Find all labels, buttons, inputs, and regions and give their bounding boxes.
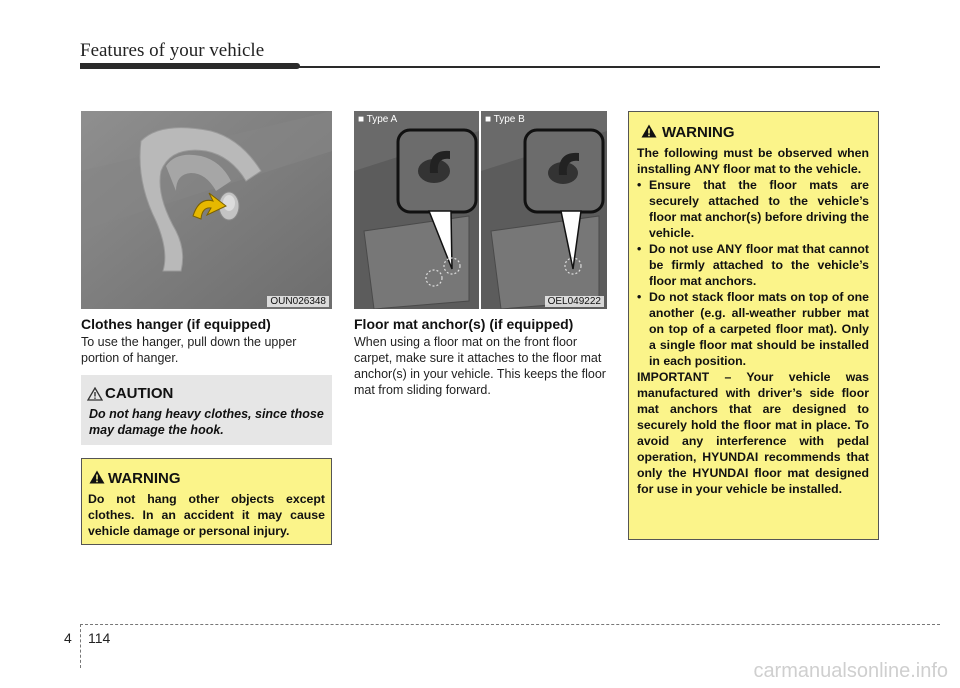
page-number: 114 — [88, 630, 111, 646]
floor-mat-warning-title: WARNING — [662, 124, 735, 141]
clothes-hanger-text: To use the hanger, pull down the upper portion of hanger. — [81, 335, 297, 365]
hanger-warning-title: WARNING — [108, 470, 181, 487]
floor-mat-text: When using a floor mat on the front floor carpet, make sure it attaches to the floor mat anchor(s) in your vehicle. This keeps the floor mat from sliding forward. — [354, 335, 606, 397]
floor-mat-warning-body — [637, 145, 869, 497]
clothes-hanger-photo — [81, 111, 332, 309]
image-code: OUN026348 — [267, 296, 329, 307]
warning-bullet: • Do not use ANY floor mat that cannot be firmly attached to the vehicle’s floor mat anchors. — [637, 241, 869, 289]
floor-mat-type-b-photo — [481, 111, 607, 309]
warning-triangle-icon — [641, 124, 657, 138]
header-rule — [80, 66, 880, 68]
hanger-warning-text: Do not hang other objects except clothes. In an accident it may cause vehicle damage or personal injury. — [88, 492, 325, 538]
floor-mat-warning-box — [628, 111, 879, 540]
warning-triangle-icon — [89, 470, 105, 484]
caution-triangle-icon — [87, 387, 103, 401]
type-b-label: ■ Type B — [485, 114, 525, 125]
hanger-warning-box — [81, 458, 332, 545]
caution-title: CAUTION — [105, 385, 174, 402]
footer-divider — [80, 624, 81, 668]
footer-rule — [80, 624, 940, 625]
warning-bullet: • Do not stack floor mats on top of one another (e.g. all-weather rubber mat on top of a carpeted floor mat). Only a single floor mat should be installed in each position. — [637, 289, 869, 369]
caution-text: Do not hang heavy clothes, since those may damage the hook. — [89, 407, 324, 437]
warning-intro: The following must be observed when installing ANY floor mat to the vehicle. — [637, 146, 869, 176]
clothes-hanger-heading: Clothes hanger (if equipped) — [81, 316, 271, 332]
page-header-title: Features of your vehicle — [80, 40, 265, 61]
type-a-label: ■ Type A — [358, 114, 398, 125]
warning-bullet: • Ensure that the floor mats are securely attached to the vehicle’s floor mat anchor(s) before driving the vehicle. — [637, 177, 869, 241]
warning-bullet-list — [637, 177, 869, 369]
watermark: carmanualsonline.info — [753, 660, 948, 682]
warning-important: IMPORTANT – Your vehicle was manufactured with driver’s side floor mat anchors that are designed to securely hold the floor mat in place. To avoid any interference with pedal operation, HYUNDAI recommends that only the HYUNDAI floor mat designed for use in your vehicle be installed. — [637, 370, 869, 496]
chapter-number: 4 — [64, 630, 72, 646]
floor-mat-heading: Floor mat anchor(s) (if equipped) — [354, 316, 574, 332]
floor-mat-type-a-photo — [354, 111, 479, 309]
caution-box — [81, 375, 332, 445]
image-code: OEL049222 — [545, 296, 604, 307]
